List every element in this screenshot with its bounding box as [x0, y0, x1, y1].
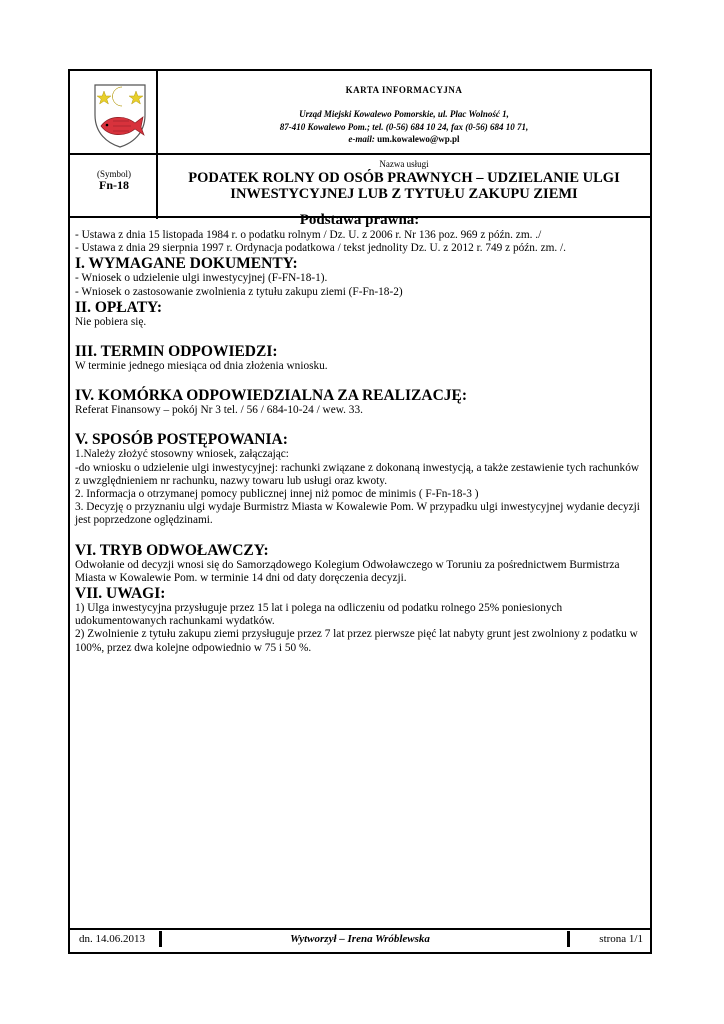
deadline-line: W terminie jednego miesiąca od dnia złożenia wniosku. — [75, 360, 328, 373]
service-title — [158, 170, 650, 202]
procedure-line: 1.Należy złożyć stosowny wniosek, załączając: — [75, 448, 289, 461]
document-body — [75, 211, 644, 655]
notes-line: 1) Ulga inwestycyjna przysługuje przez 15 lat i polega na odliczeniu od podatku rolnego 25% poniesionych udokumentowanych rachunkami wydatków. — [75, 602, 563, 628]
section-heading-procedure: V. SPOSÓB POSTĘPOWANIA: — [75, 431, 288, 449]
appeal-line: Odwołanie od decyzji wnosi się do Samorządowego Kolegium Odwoławczego w Toruniu za pośrednictwem Burmistrza Miasta w Kowalewie Pom. w terminie 14 dni od daty doręczenia decyzji. — [75, 558, 620, 584]
legal-basis-item: - Ustawa z dnia 29 sierpnia 1997 r. Ordynacja podatkowa / tekst jednolity Dz. U. z 2012 r. 749 z późn. zm. /. — [75, 242, 566, 255]
section-heading-fees: II. OPŁATY: — [75, 298, 162, 316]
procedure-line: 3. Decyzję o przyznaniu ulgi wydaje Burmistrz Miasta w Kowalewie Pom. W przypadku ulgi inwestycyjnej wydanie decyzji jest poprzedzone oględzinami. — [75, 501, 640, 527]
card-title: KARTA INFORMACYJNA — [345, 85, 463, 95]
documents-line: - Wniosek o udzielenie ulgi inwestycyjnej (F-FN-18-1). — [75, 272, 328, 285]
office-address-line2: 87-410 Kowalewo Pom.; tel. (0-56) 684 10 24, fax (0-56) 684 10 71, — [279, 121, 529, 132]
symbol-cell — [70, 169, 158, 191]
section-heading-documents: I. WYMAGANE DOKUMENTY: — [75, 255, 298, 273]
section-heading-unit: IV. KOMÓRKA ODPOWIEDZIALNA ZA REALIZACJĘ: — [75, 387, 468, 405]
procedure-line: 2. Informacja o otrzymanej pomocy publicznej innej niż pomoc de minimis ( F-Fn-18-3 ) — [75, 488, 479, 501]
service-cell — [158, 159, 650, 202]
documents-line: - Wniosek o zastosowanie zwolnienia z tytułu zakupu ziemi (F-Fn-18-2) — [75, 285, 403, 298]
header-info — [158, 71, 650, 156]
section-heading-notes: VII. UWAGI: — [75, 585, 166, 603]
unit-line: Referat Finansowy – pokój Nr 3 tel. / 56 / 684-10-24 / wew. 33. — [75, 404, 363, 417]
footer-date: dn. 14.06.2013 — [79, 933, 145, 945]
office-address-line1: Urząd Miejski Kowalewo Pomorskie, ul. Plac Wolność 1, — [299, 109, 509, 119]
procedure-line: -do wniosku o udzielenie ulgi inwestycyjnej: rachunki związane z dokonaną inwestycją, a także zestawienie tych rachunków z uwzględnieniem nr rachunku, nazwy towaru lub usługi oraz kwoty. — [75, 461, 640, 487]
coat-of-arms-logo — [91, 81, 149, 149]
footer-separator — [567, 931, 570, 947]
notes-line: 2) Zwolnienie z tytułu zakupu ziemi przysługuje przez 7 lat przez pierwsze pięć lat nabyty grunt jest zwolniony z podatku w 100%, przez dwa kolejne odpowiednio w 75 i 50 %. — [75, 628, 638, 654]
fees-line: Nie pobiera się. — [75, 315, 147, 328]
footer-author: Wytworzył – Irena Wróblewska — [290, 933, 430, 945]
document-frame — [68, 69, 652, 954]
office-address — [158, 108, 650, 146]
email-label: e-mail: — [348, 134, 375, 144]
document-footer — [70, 928, 650, 952]
service-title-line2: INWESTYCYJNEJ LUB Z TYTUŁU ZAKUPU ZIEMI — [230, 186, 578, 202]
service-title-line1: PODATEK ROLNY OD OSÓB PRAWNYCH – UDZIELANIE ULGI — [188, 170, 620, 186]
footer-separator — [159, 931, 162, 947]
email-address: um.kowalewo@wp.pl — [377, 134, 460, 144]
section-heading-appeal: VI. TRYB ODWOŁAWCZY: — [75, 541, 269, 559]
section-heading-deadline: III. TERMIN ODPOWIEDZI: — [75, 343, 278, 361]
legal-basis-item: - Ustawa z dnia 15 listopada 1984 r. o podatku rolnym / Dz. U. z 2006 r. Nr 136 poz. 969 z późn. zm. ./ — [75, 229, 542, 241]
service-label: Nazwa usługi — [379, 159, 429, 169]
office-email-line — [158, 133, 650, 146]
legal-basis-heading: Podstawa prawna: — [299, 212, 420, 228]
symbol-code: Fn-18 — [99, 178, 129, 192]
footer-page-number: strona 1/1 — [599, 933, 643, 945]
symbol-label: (Symbol) — [96, 169, 131, 179]
